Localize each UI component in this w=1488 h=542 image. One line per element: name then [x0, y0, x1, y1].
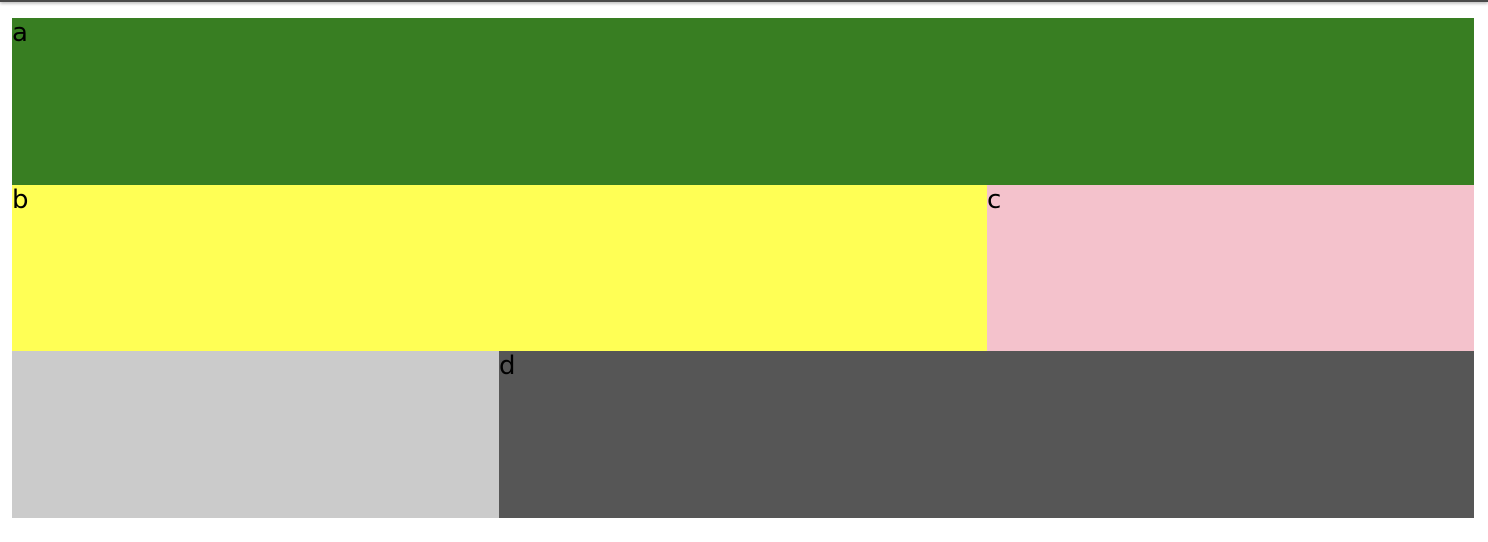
grid-cell-b	[12, 185, 987, 351]
grid-cell-empty	[12, 351, 499, 518]
grid-cell-d-label: d	[499, 351, 516, 381]
grid-cell-c-label: c	[987, 185, 1002, 215]
top-shadow-bar	[0, 0, 1488, 2]
grid-cell-d	[499, 351, 1474, 518]
grid-cell-a-label: a	[12, 18, 28, 48]
grid-cell-c	[987, 185, 1474, 351]
grid-cell-a	[12, 18, 1474, 185]
grid-layout	[12, 18, 1474, 518]
grid-cell-b-label: b	[12, 185, 29, 215]
